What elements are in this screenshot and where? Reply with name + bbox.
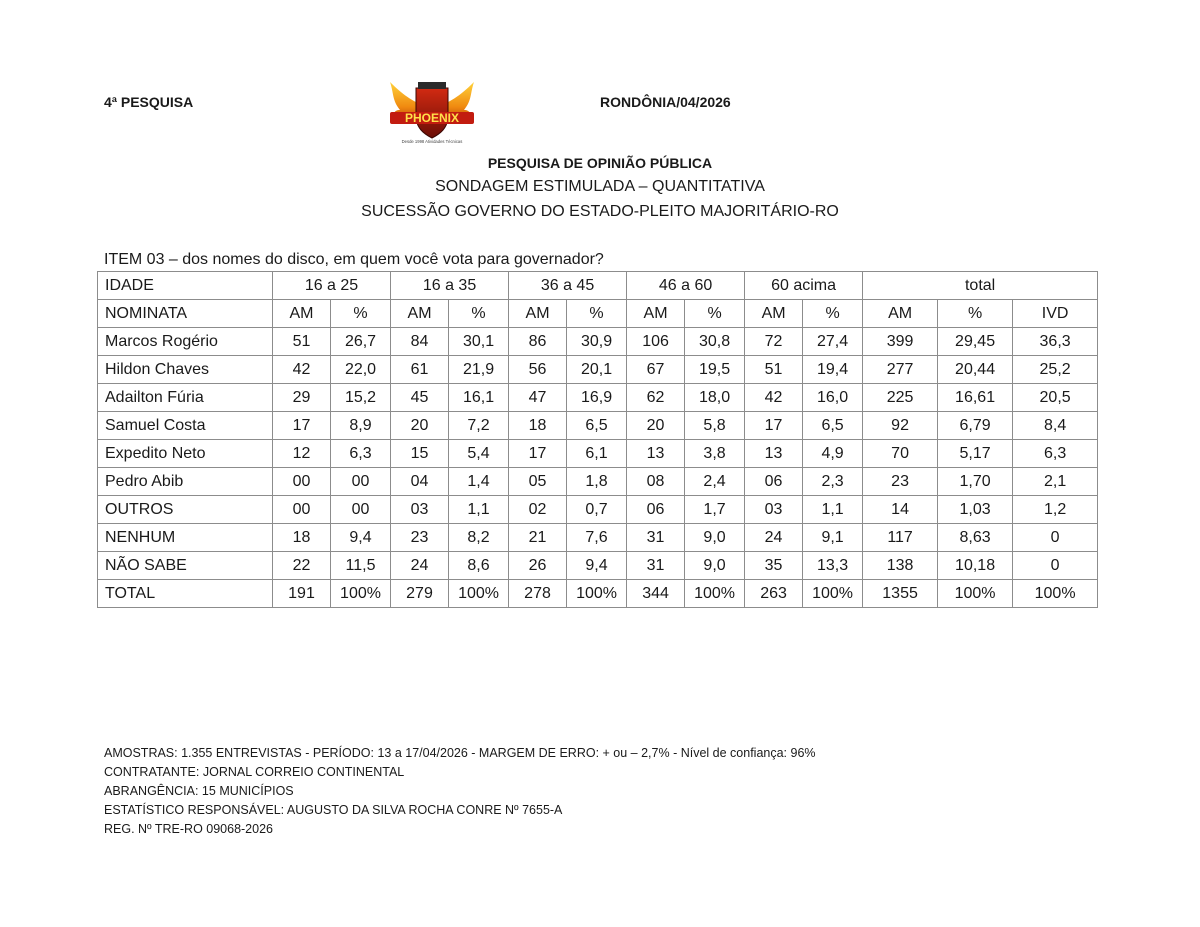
age-group-header: total [863, 272, 1098, 300]
table-cell: 8,2 [449, 524, 509, 552]
table-cell: 1,1 [449, 496, 509, 524]
table-cell: 23 [391, 524, 449, 552]
age-group-header: 16 a 35 [391, 272, 509, 300]
table-cell: 06 [627, 496, 685, 524]
table-cell: 9,4 [331, 524, 391, 552]
candidate-name: Adailton Fúria [98, 384, 273, 412]
table-cell: 86 [509, 328, 567, 356]
sub-header-cell: AM [509, 300, 567, 328]
table-cell: 61 [391, 356, 449, 384]
table-cell: 5,8 [685, 412, 745, 440]
svg-text:PHOENIX: PHOENIX [404, 111, 460, 125]
table-cell: 2,3 [803, 468, 863, 496]
table-cell: 5,17 [938, 440, 1013, 468]
table-row [98, 384, 1098, 412]
age-group-header: 16 a 25 [273, 272, 391, 300]
table-cell: 31 [627, 552, 685, 580]
table-cell: 20,1 [567, 356, 627, 384]
table-cell: 42 [745, 384, 803, 412]
table-cell: 100% [1013, 580, 1098, 608]
table-cell: 29 [273, 384, 331, 412]
sub-header-cell: % [449, 300, 509, 328]
nominata-label: NOMINATA [98, 300, 273, 328]
sub-header-cell: % [803, 300, 863, 328]
table-cell: 277 [863, 356, 938, 384]
footer-registro: REG. Nº TRE-RO 09068-2026 [104, 822, 273, 836]
table-cell: 56 [509, 356, 567, 384]
table-cell: 30,9 [567, 328, 627, 356]
sub-header-cell: % [331, 300, 391, 328]
table-cell: 225 [863, 384, 938, 412]
table-cell: 7,2 [449, 412, 509, 440]
table-cell: 0 [1013, 552, 1098, 580]
sub-header-cell: AM [863, 300, 938, 328]
table-cell: 100% [938, 580, 1013, 608]
table-cell: 20,44 [938, 356, 1013, 384]
sub-header-cell: % [938, 300, 1013, 328]
item-question: ITEM 03 – dos nomes do disco, em quem você vota para governador? [104, 251, 604, 268]
table-cell: 1,7 [685, 496, 745, 524]
table-cell: 9,0 [685, 524, 745, 552]
table-cell: 16,9 [567, 384, 627, 412]
table-cell: 6,3 [1013, 440, 1098, 468]
candidate-name: Expedito Neto [98, 440, 273, 468]
table-cell: 2,4 [685, 468, 745, 496]
table-cell: 14 [863, 496, 938, 524]
table-cell: 00 [331, 468, 391, 496]
table-cell: 1,2 [1013, 496, 1098, 524]
sub-header-row [98, 300, 1098, 328]
table-cell: 29,45 [938, 328, 1013, 356]
footer-notes [104, 744, 816, 839]
table-cell: 02 [509, 496, 567, 524]
survey-number: 4ª PESQUISA [104, 94, 194, 110]
table-cell: 13,3 [803, 552, 863, 580]
table-cell: 11,5 [331, 552, 391, 580]
table-cell: 70 [863, 440, 938, 468]
table-cell: 263 [745, 580, 803, 608]
table-cell: 23 [863, 468, 938, 496]
table-cell: 00 [331, 496, 391, 524]
table-cell: 1355 [863, 580, 938, 608]
sub-header-cell: AM [745, 300, 803, 328]
table-cell: 0 [1013, 524, 1098, 552]
table-cell: 15 [391, 440, 449, 468]
table-cell: 8,63 [938, 524, 1013, 552]
table-cell: 18,0 [685, 384, 745, 412]
table-cell: 7,6 [567, 524, 627, 552]
footer-amostras: AMOSTRAS: 1.355 ENTREVISTAS - PERÍODO: 13 a 17/04/2026 - MARGEM DE ERRO: + ou – 2,7% - Nível de confiança: 96% [104, 746, 816, 760]
table-cell: 30,8 [685, 328, 745, 356]
table-cell: 279 [391, 580, 449, 608]
table-cell: 45 [391, 384, 449, 412]
candidate-name: OUTROS [98, 496, 273, 524]
table-cell: 9,1 [803, 524, 863, 552]
table-cell: 21,9 [449, 356, 509, 384]
table-row [98, 496, 1098, 524]
table-cell: 31 [627, 524, 685, 552]
table-cell: 72 [745, 328, 803, 356]
sub-header-cell: AM [391, 300, 449, 328]
table-cell: 17 [509, 440, 567, 468]
table-cell: 8,4 [1013, 412, 1098, 440]
table-cell: 62 [627, 384, 685, 412]
table-row [98, 328, 1098, 356]
table-cell: 19,5 [685, 356, 745, 384]
table-cell: 19,4 [803, 356, 863, 384]
table-cell: 1,8 [567, 468, 627, 496]
table-cell: 16,61 [938, 384, 1013, 412]
candidate-name: NENHUM [98, 524, 273, 552]
region-date: RONDÔNIA/04/2026 [600, 94, 731, 110]
candidate-name: Pedro Abib [98, 468, 273, 496]
table-cell: 12 [273, 440, 331, 468]
table-cell: 1,70 [938, 468, 1013, 496]
candidate-name: NÃO SABE [98, 552, 273, 580]
table-cell: 24 [745, 524, 803, 552]
table-cell: 2,1 [1013, 468, 1098, 496]
table-cell: 20 [627, 412, 685, 440]
table-row [98, 440, 1098, 468]
footer-abrangencia: ABRANGÊNCIA: 15 MUNICÍPIOS [104, 784, 294, 798]
table-row [98, 468, 1098, 496]
table-cell: 8,6 [449, 552, 509, 580]
table-cell: 08 [627, 468, 685, 496]
table-cell: 00 [273, 496, 331, 524]
table-cell: 138 [863, 552, 938, 580]
table-cell: 0,7 [567, 496, 627, 524]
table-cell: 6,1 [567, 440, 627, 468]
table-cell: 100% [567, 580, 627, 608]
table-cell: 1,4 [449, 468, 509, 496]
table-cell: 42 [273, 356, 331, 384]
table-cell: 16,1 [449, 384, 509, 412]
table-cell: 05 [509, 468, 567, 496]
table-cell: 278 [509, 580, 567, 608]
table-cell: 10,18 [938, 552, 1013, 580]
sub-header-cell: % [685, 300, 745, 328]
table-cell: 191 [273, 580, 331, 608]
table-cell: 9,4 [567, 552, 627, 580]
table-cell: 22 [273, 552, 331, 580]
table-cell: 24 [391, 552, 449, 580]
table-cell: 67 [627, 356, 685, 384]
table-cell: 18 [509, 412, 567, 440]
table-cell: 21 [509, 524, 567, 552]
candidate-name: TOTAL [98, 580, 273, 608]
table-cell: 26 [509, 552, 567, 580]
table-cell: 3,8 [685, 440, 745, 468]
table-cell: 117 [863, 524, 938, 552]
candidate-name: Samuel Costa [98, 412, 273, 440]
table-cell: 22,0 [331, 356, 391, 384]
table-cell: 17 [273, 412, 331, 440]
table-cell: 100% [449, 580, 509, 608]
sub-header-cell: AM [627, 300, 685, 328]
table-cell: 20,5 [1013, 384, 1098, 412]
table-row [98, 552, 1098, 580]
phoenix-logo [382, 76, 482, 154]
footer-estatistico: ESTATÍSTICO RESPONSÁVEL: AUGUSTO DA SILVA ROCHA CONRE Nº 7655-A [104, 803, 563, 817]
table-cell: 25,2 [1013, 356, 1098, 384]
table-cell: 5,4 [449, 440, 509, 468]
table-cell: 6,5 [803, 412, 863, 440]
table-cell: 8,9 [331, 412, 391, 440]
table-cell: 13 [627, 440, 685, 468]
results-table-wrapper [97, 271, 1076, 611]
table-cell: 6,3 [331, 440, 391, 468]
table-cell: 100% [331, 580, 391, 608]
table-row [98, 412, 1098, 440]
table-cell: 18 [273, 524, 331, 552]
footer-contratante: CONTRATANTE: JORNAL CORREIO CONTINENTAL [104, 765, 405, 779]
table-cell: 51 [273, 328, 331, 356]
age-group-header: 36 a 45 [509, 272, 627, 300]
sub-header-cell: IVD [1013, 300, 1098, 328]
table-cell: 6,5 [567, 412, 627, 440]
report-subtitle: SONDAGEM ESTIMULADA – QUANTITATIVA [435, 178, 765, 195]
table-cell: 6,79 [938, 412, 1013, 440]
age-label: IDADE [98, 272, 273, 300]
table-row [98, 524, 1098, 552]
table-cell: 47 [509, 384, 567, 412]
table-row [98, 356, 1098, 384]
table-row [98, 580, 1098, 608]
sub-header-cell: % [567, 300, 627, 328]
svg-text:Desde 1998 Atividades Técnicas: Desde 1998 Atividades Técnicas [401, 139, 463, 144]
table-cell: 03 [745, 496, 803, 524]
table-cell: 106 [627, 328, 685, 356]
table-cell: 36,3 [1013, 328, 1098, 356]
table-cell: 16,0 [803, 384, 863, 412]
table-cell: 100% [803, 580, 863, 608]
table-cell: 100% [685, 580, 745, 608]
age-header-row [98, 272, 1098, 300]
candidate-name: Hildon Chaves [98, 356, 273, 384]
sub-header-cell: AM [273, 300, 331, 328]
table-cell: 13 [745, 440, 803, 468]
age-group-header: 60 acima [745, 272, 863, 300]
age-group-header: 46 a 60 [627, 272, 745, 300]
table-cell: 15,2 [331, 384, 391, 412]
table-cell: 17 [745, 412, 803, 440]
table-cell: 20 [391, 412, 449, 440]
table-cell: 03 [391, 496, 449, 524]
table-cell: 51 [745, 356, 803, 384]
table-cell: 27,4 [803, 328, 863, 356]
table-cell: 35 [745, 552, 803, 580]
table-cell: 399 [863, 328, 938, 356]
results-table [97, 271, 1098, 608]
table-cell: 26,7 [331, 328, 391, 356]
report-subtitle-2: SUCESSÃO GOVERNO DO ESTADO-PLEITO MAJORITÁRIO-RO [361, 203, 839, 220]
table-cell: 9,0 [685, 552, 745, 580]
table-cell: 344 [627, 580, 685, 608]
table-cell: 4,9 [803, 440, 863, 468]
report-title: PESQUISA DE OPINIÃO PÚBLICA [487, 155, 713, 171]
table-cell: 04 [391, 468, 449, 496]
table-cell: 06 [745, 468, 803, 496]
table-cell: 1,03 [938, 496, 1013, 524]
table-cell: 30,1 [449, 328, 509, 356]
table-cell: 1,1 [803, 496, 863, 524]
table-cell: 84 [391, 328, 449, 356]
table-cell: 00 [273, 468, 331, 496]
table-cell: 92 [863, 412, 938, 440]
candidate-name: Marcos Rogério [98, 328, 273, 356]
